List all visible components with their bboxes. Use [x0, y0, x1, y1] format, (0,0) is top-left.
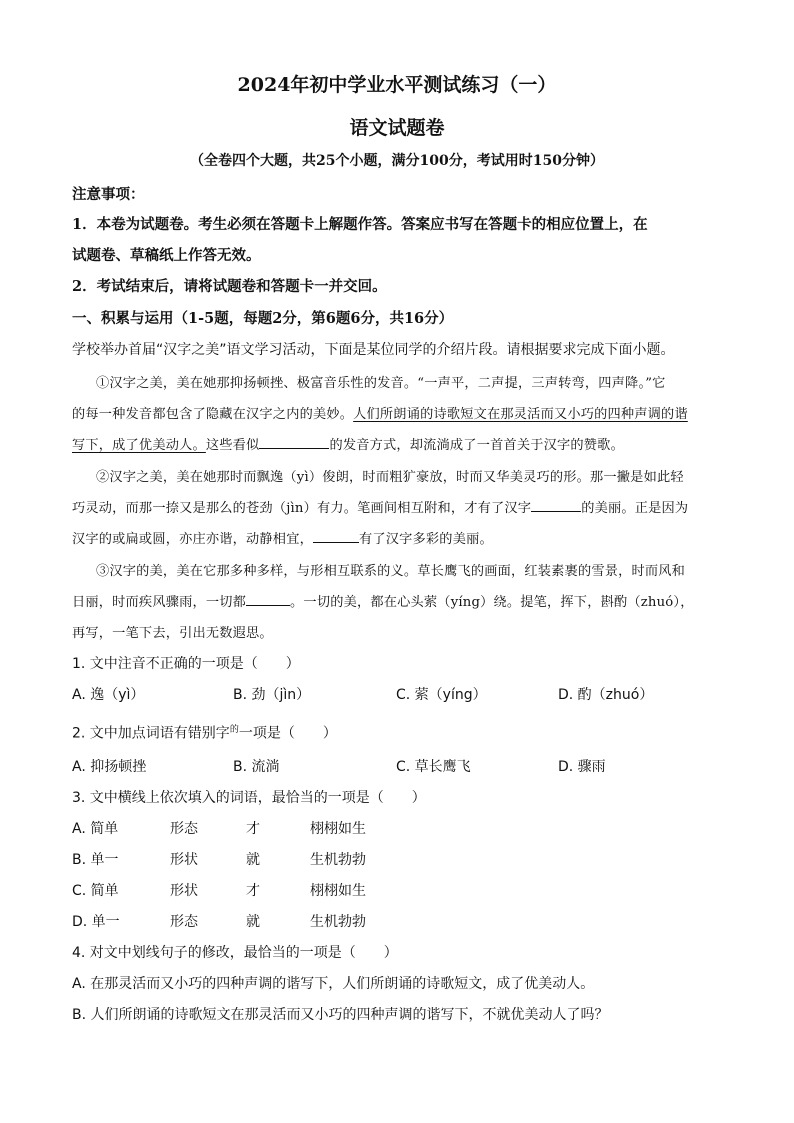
notice-item1-line1: 1．本卷为试题卷。考生必须在答题卡上解题作答。答案应书写在答题卡的相应位置上，在 — [72, 216, 648, 233]
q3-row-a-col1: A. 简单 — [72, 821, 119, 837]
q2-option-a: A. 抑扬顿挫 — [72, 759, 147, 775]
q3-row-d-col2: 形态 — [170, 914, 198, 930]
exam-title: 2024年初中学业水平测试练习（一） — [237, 74, 557, 96]
exam-subtitle: 语文试题卷 — [349, 117, 445, 139]
notice-item2: 2．考试结束后，请将试题卷和答题卡一并交回。 — [72, 278, 387, 295]
passage-p1-line3 — [72, 434, 624, 453]
q3-row-a-col3: 才 — [246, 821, 260, 837]
q4-option-a: A. 在那灵活而又小巧的四种声调的谐写下，人们所朗诵的诗歌短文，成了优美动人。 — [72, 976, 595, 992]
exam-note: （全卷四个大题，共25个小题，满分100分，考试用时150分钟） — [190, 153, 604, 169]
section1-intro: 学校举办首届“汉字之美”语文学习活动，下面是某位同学的介绍片段。请根据要求完成下面小题。 — [72, 342, 675, 358]
passage-p2-line2 — [72, 497, 688, 516]
q3-row-b-col4: 生机勃勃 — [310, 852, 366, 868]
passage-text: 巧灵动，而那一捺又是那么的苍劲（jìn）有力。笔画间相互附和，才有了汉字 — [72, 501, 532, 516]
q3-row-c-col2: 形状 — [170, 883, 198, 899]
q4-option-b: B. 人们所朗诵的诗歌短文在那灵活而又小巧的四种声调的谐写下，不就优美动人了吗？ — [72, 1007, 609, 1023]
q3-row-d-col1: D. 单一 — [72, 914, 120, 930]
q2-option-b: B. 流淌 — [233, 759, 280, 775]
q3-row-a-col4: 栩栩如生 — [310, 821, 366, 837]
q3-row-d-col4: 生机勃勃 — [310, 914, 366, 930]
passage-p1-line2 — [72, 403, 688, 422]
notice-heading: 注意事项： — [72, 186, 145, 203]
passage-p1-line1: ①汉字之美，美在她那抑扬顿挫、极富音乐性的发音。“一声平，二声提，三声转弯，四声降。”它 — [96, 376, 666, 391]
q3-row-d-col3: 就 — [246, 914, 260, 930]
passage-p3-line1: ③汉字的美，美在它那多种多样，与形相互联系的义。草长鹰飞的画面，红装素裹的雪景，时而风和 — [96, 564, 686, 579]
q3-row-b-col3: 就 — [246, 852, 260, 868]
passage-p2-line1: ②汉字之美，美在她那时而飘逸（yì）俊朗，时而粗犷豪放，时而又华美灵巧的形。那一撇是如此轻 — [96, 470, 684, 485]
q3-row-a-col2: 形态 — [170, 821, 198, 837]
blank-4 — [246, 593, 290, 606]
notice-item1-line2: 试题卷、草稿纸上作答无效。 — [72, 247, 261, 264]
passage-text: 有了汉字多彩的美丽。 — [358, 532, 493, 547]
section1-heading: 一、积累与运用（1-5题，每题2分，第6题6分，共16分） — [72, 310, 454, 327]
q2-option-d: D. 骤雨 — [558, 759, 606, 775]
q3-row-b-col1: B. 单一 — [72, 852, 119, 868]
underlined-sentence-end: 写下，成了优美动人。 — [72, 438, 206, 453]
q4-stem: 4. 对文中划线句子的修改，最恰当的一项是（ ） — [72, 945, 398, 961]
passage-text: 这些看似 — [205, 438, 260, 453]
blank-2 — [531, 499, 581, 512]
q3-row-c-col1: C. 简单 — [72, 883, 119, 899]
passage-text: 的发音方式，却流淌成了一首首关于汉字的赞歌。 — [329, 438, 624, 453]
blank-3 — [313, 530, 359, 543]
q3-stem: 3. 文中横线上依次填入的词语，最恰当的一项是（ ） — [72, 790, 426, 806]
q3-row-b-col2: 形状 — [170, 852, 198, 868]
q3-row-c-col3: 才 — [246, 883, 260, 899]
passage-text: 的每一种发音都包含了隐藏在汉字之内的美妙。 — [72, 407, 354, 422]
q3-row-c-col4: 栩栩如生 — [310, 883, 366, 899]
q2-option-c: C. 草长鹰飞 — [396, 759, 471, 775]
passage-text: 。一切的美，都在心头萦（yíng）绕。提笔，挥下，斟酌（zhuó）， — [290, 595, 694, 610]
q1-option-b: B. 劲（jìn） — [233, 687, 311, 703]
q1-stem: 1. 文中注音不正确的一项是（ ） — [72, 656, 300, 672]
q2-stem — [72, 722, 337, 743]
passage-p2-line3 — [72, 528, 493, 547]
passage-p3-line3: 再写，一笔下去，引出无数遐思。 — [72, 626, 273, 641]
passage-text: 的美丽。正是因为 — [581, 501, 689, 516]
q1-option-d: D. 酌（zhuó） — [558, 687, 654, 703]
q2-stem-dot: 的 — [229, 725, 239, 735]
q2-stem-text-end: 一项是（ ） — [238, 725, 337, 742]
passage-text: 汉字的或扁或圆，亦庄亦谐，动静相宜， — [72, 532, 313, 547]
passage-p3-line2 — [72, 591, 694, 610]
q2-stem-text: 2. 文中加点词语有错别字 — [72, 725, 230, 742]
underlined-sentence: 人们所朗诵的诗歌短文在那灵活而又小巧的四种声调的谐 — [353, 407, 688, 422]
passage-text: 日丽，时而疾风骤雨，一切都 — [72, 595, 247, 610]
q1-option-c: C. 萦（yíng） — [396, 687, 487, 703]
blank-1 — [259, 436, 329, 449]
q1-option-a: A. 逸（yì） — [72, 687, 145, 703]
